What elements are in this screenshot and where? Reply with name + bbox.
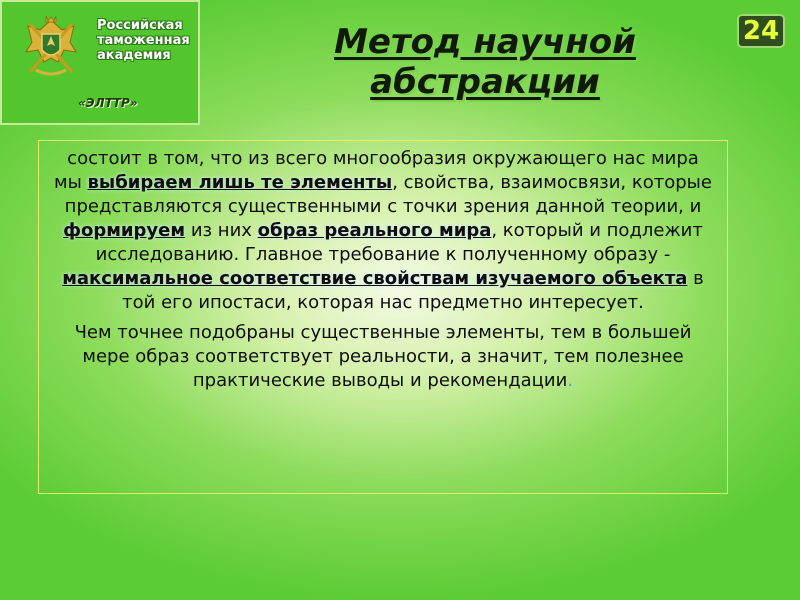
paragraph-definition (53, 147, 713, 315)
text-segment: в той его ипостаси, которая нас предметно интересует. (122, 268, 704, 313)
slide-title: Метод научной абстракции (334, 22, 636, 102)
logo-panel (0, 0, 200, 125)
customs-eagle-emblem-icon (20, 12, 82, 80)
slide-number-badge: 24 (737, 14, 785, 48)
text-segment: из них (185, 220, 258, 241)
highlight-form: формируем (63, 220, 186, 241)
trailing-period: . (567, 370, 574, 391)
text-segment: Чем точнее подобраны существенные элементы, тем в большей мере образ соответствует реальности, а значит, тем полезнее практические выводы и рекомендации (74, 322, 692, 391)
content-box (38, 140, 728, 494)
highlight-world-image: образ реального мира (257, 220, 492, 241)
text-segment: , свойства, взаимосвязи, которые представляются существенными с точки зрения данной теории, и (64, 172, 712, 217)
highlight-max-correspondence: максимальное соответствие свойствам изучаемого объекта (62, 268, 688, 289)
paragraph-conclusion (53, 321, 713, 393)
org-name: Российская таможенная академия (97, 18, 190, 63)
department-label: «ЭЛТТР» (78, 96, 138, 110)
text-segment: состоит в том, что из всего многообразия окружающего нас мира мы (54, 148, 699, 193)
text-segment: , который и подлежит исследованию. Главное требование к полученному образу - (95, 220, 703, 265)
highlight-elements: выбираем лишь те элементы (87, 172, 393, 193)
